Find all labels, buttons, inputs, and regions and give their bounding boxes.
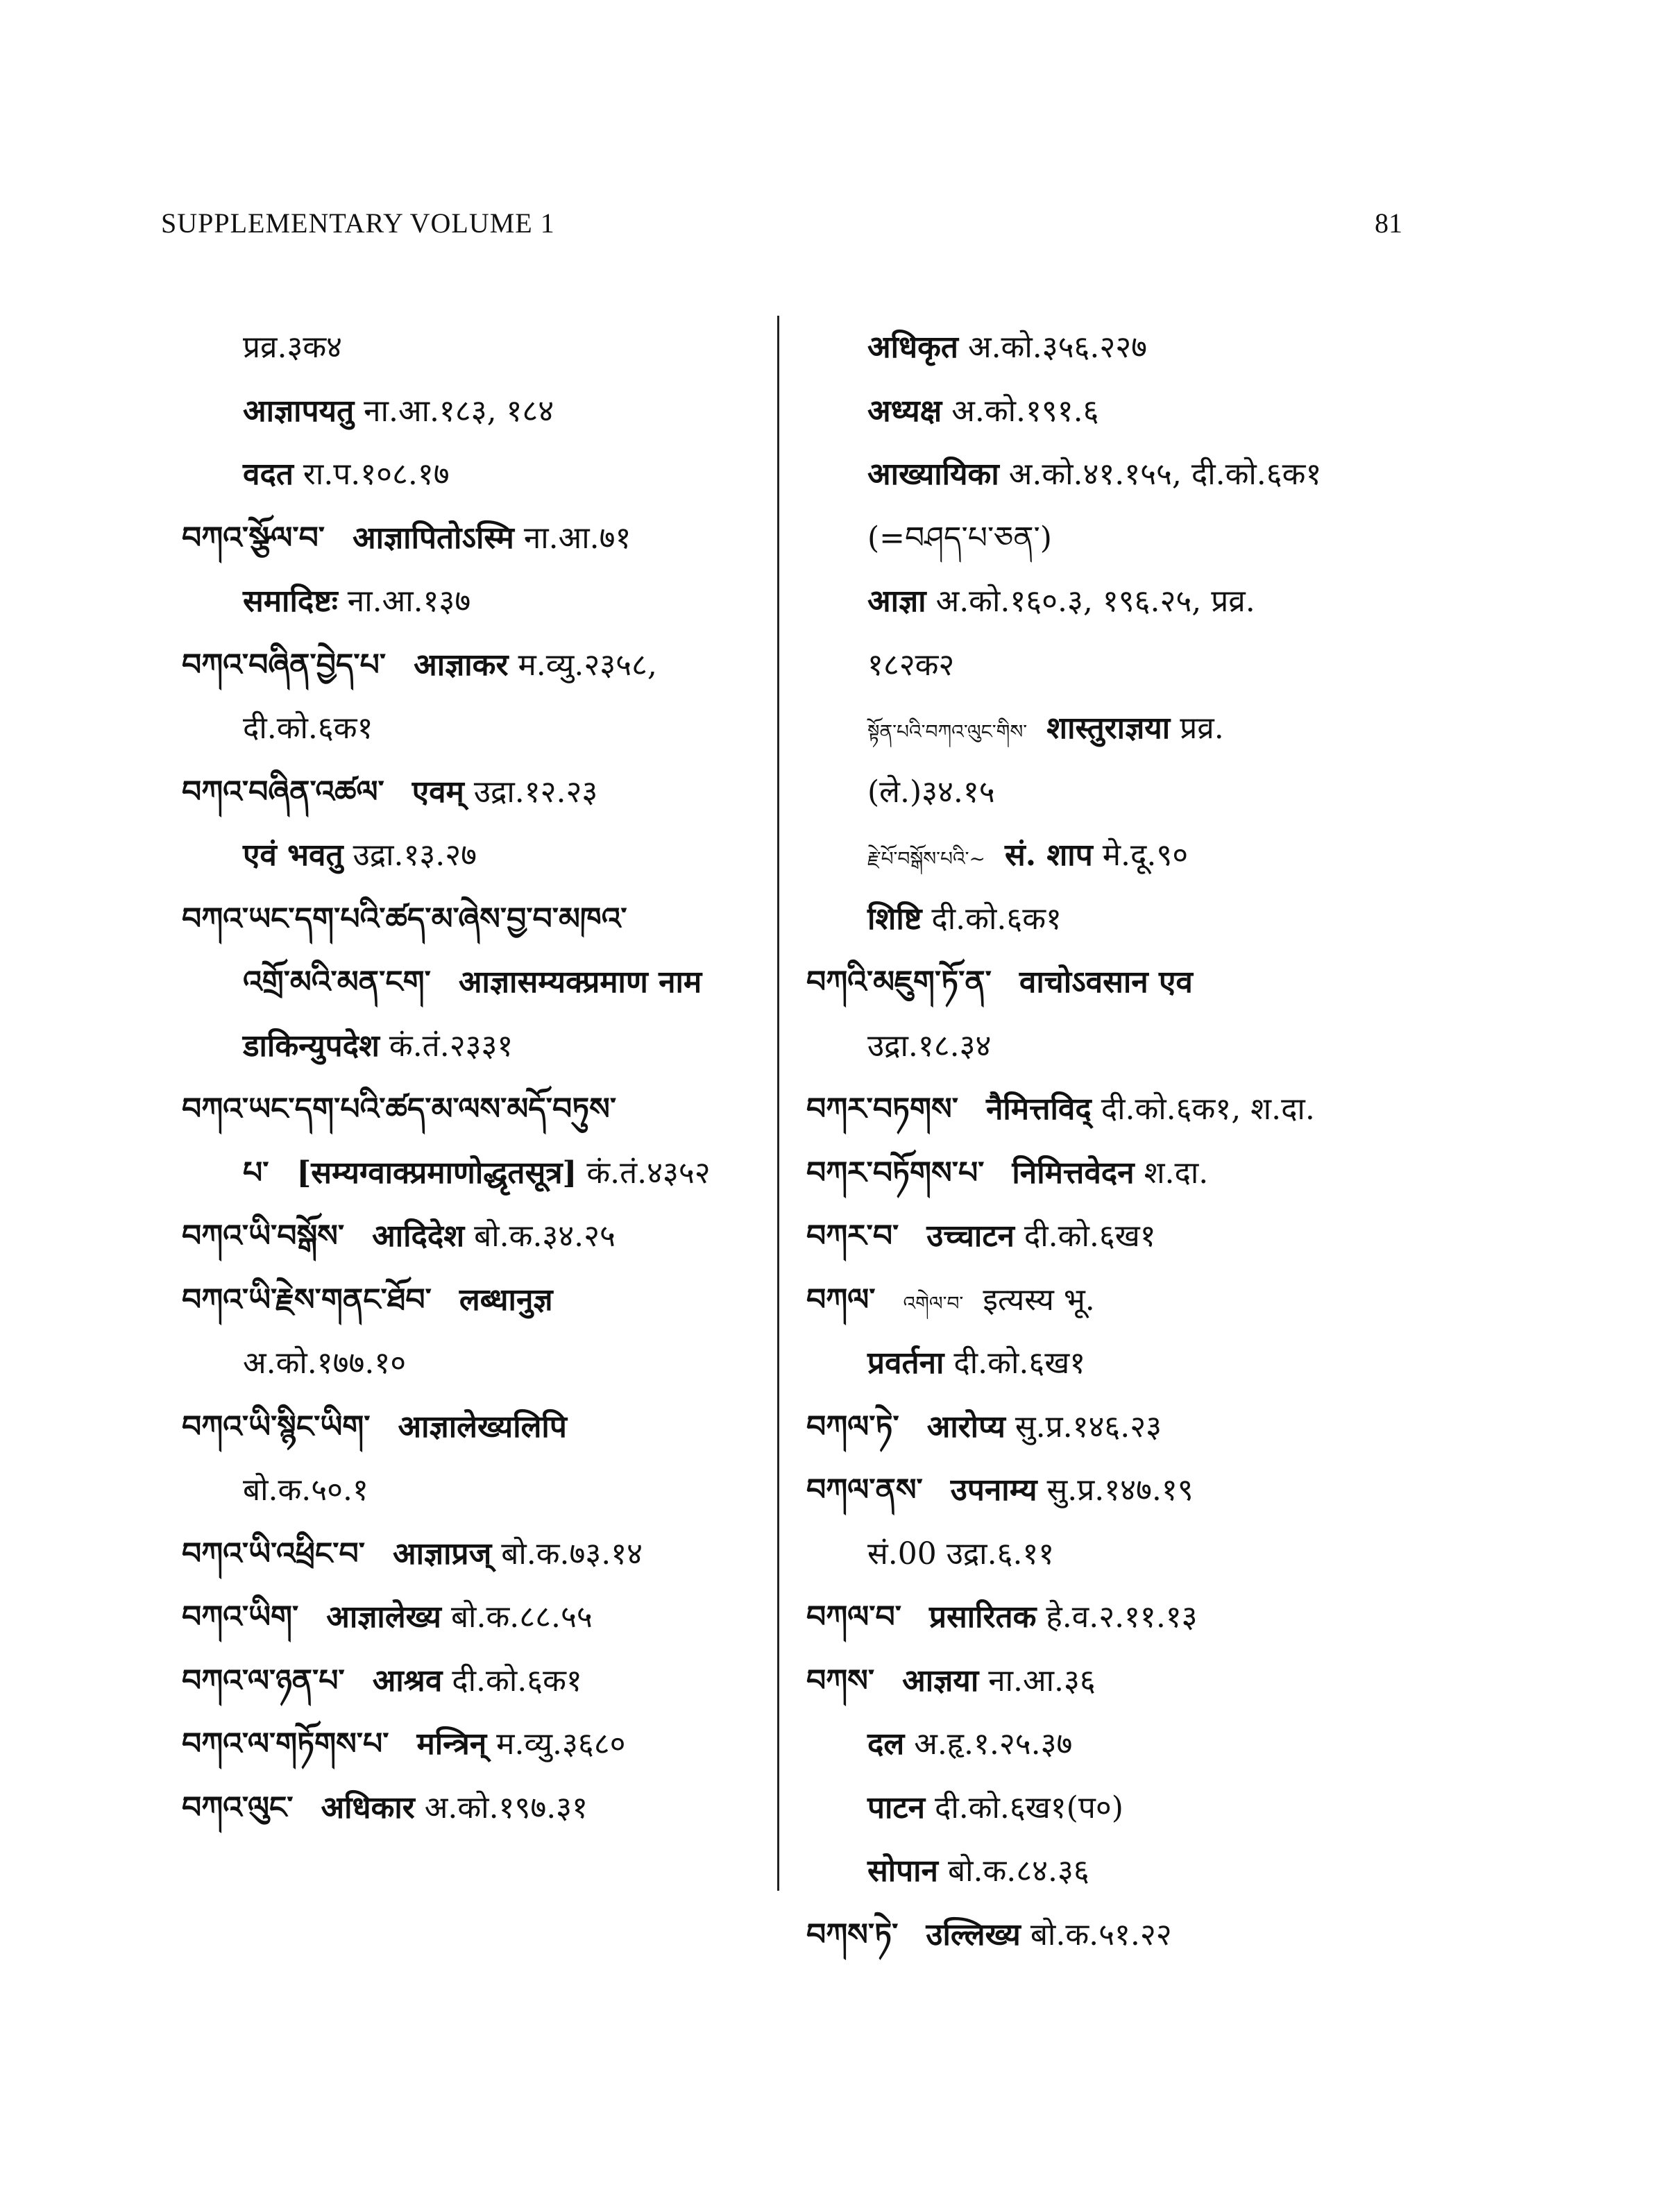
sanskrit-equivalent: आदिदेश [372, 1218, 465, 1254]
sanskrit-equivalent: आख्यायिका [867, 457, 999, 492]
dictionary-line [806, 1205, 1424, 1268]
tibetan-headword: བཀལ་བ་ [806, 1599, 901, 1635]
source-reference: ना.आ.१८३, १८४ [364, 393, 554, 429]
dictionary-line [182, 1458, 786, 1522]
sanskrit-equivalent: आरोप्य [926, 1409, 1006, 1445]
sanskrit-equivalent: एवम् [411, 774, 464, 810]
dictionary-line [182, 1776, 786, 1840]
dictionary-line [182, 887, 786, 951]
tibetan-headword: བཀའ་ཡི་འཕྲིང་བ་ [182, 1535, 365, 1572]
source-reference: दी.को.६क१ [452, 1662, 582, 1699]
sanskrit-equivalent: शिष्टि [867, 901, 922, 937]
dictionary-line [182, 760, 786, 824]
source-reference: कं.तं.४३५२ [586, 1155, 711, 1191]
dictionary-line [806, 1522, 1424, 1586]
dictionary-line [806, 887, 1424, 951]
page-number: 81 [1375, 207, 1402, 239]
tibetan-phrase: འགེལ་བ་ [903, 1291, 964, 1315]
tibetan-headword: བཀས་ཏེ་ [806, 1916, 899, 1952]
sanskrit-equivalent: आज्ञा [867, 584, 926, 619]
dictionary-line [806, 507, 1424, 570]
source-reference: प्रव्र. [1180, 711, 1224, 746]
source-reference: अ.को.४१.१५५, दी.को.६क१ [1008, 457, 1322, 492]
tibetan-phrase: སྟོན་པའི་བཀའ་ལུང་གིས་ [867, 720, 1028, 743]
source-reference: सु.प्र.१४७.१९ [1046, 1472, 1194, 1508]
tibetan-headword: བཀས་ [806, 1662, 875, 1699]
source-reference: ना.आ.१३७ [347, 584, 471, 619]
dictionary-line [806, 697, 1424, 760]
dictionary-line [182, 1712, 786, 1776]
dictionary-line [182, 380, 786, 443]
dictionary-line [806, 1395, 1424, 1459]
dictionary-line [806, 760, 1424, 824]
page-header [161, 207, 1402, 248]
source-reference: ना.आ.७१ [523, 520, 631, 556]
dictionary-line [182, 1585, 786, 1649]
source-reference: दी.को.६ख१(प०) [934, 1789, 1123, 1826]
sanskrit-equivalent: निमित्तवेदन [1012, 1155, 1135, 1191]
source-reference: म.व्यु.२३५८, [518, 647, 657, 683]
sanskrit-equivalent: पाटन [867, 1789, 925, 1826]
dictionary-line [182, 1649, 786, 1713]
source-reference: दी.को.६क१ [931, 901, 1062, 937]
source-reference: ना.आ.३६ [988, 1662, 1096, 1699]
dictionary-line [182, 824, 786, 887]
sanskrit-equivalent: प्रवर्तना [867, 1345, 944, 1381]
tibetan-headword: བཀའ་ཡང་དག་པའི་ཚད་མ་ལས་མདོ་བཏུས་ [182, 1091, 617, 1127]
dictionary-line [806, 1585, 1424, 1649]
sanskrit-equivalent: आज्ञालेख्यलिपि [398, 1409, 567, 1445]
dictionary-line [182, 1522, 786, 1586]
source-reference: सं.00 उद्रा.६.११ [867, 1535, 1055, 1572]
sanskrit-equivalent: [सम्यग्वाक्प्रमाणोद्धृतसूत्र] [296, 1155, 577, 1191]
sanskrit-equivalent: मन्त्रिन् [416, 1726, 487, 1762]
source-reference: उद्रा.१३.२७ [353, 837, 477, 873]
sanskrit-equivalent: अध्यक्ष [867, 393, 942, 429]
tibetan-headword: བཀའི་མཇུག་ཏོ་ན་ [806, 964, 992, 1000]
source-reference: उद्रा.१८.३४ [867, 1028, 992, 1064]
sanskrit-equivalent: सोपान [867, 1853, 938, 1889]
sanskrit-equivalent: आज्ञापयतु [243, 393, 355, 429]
source-reference: बो.क.३४.२५ [474, 1218, 616, 1254]
dictionary-line [182, 316, 786, 380]
source-reference: हे.व.२.११.१३ [1046, 1599, 1198, 1635]
sanskrit-equivalent: प्रसारितक [928, 1599, 1037, 1635]
source-reference: दी.को.६क१, श.दा. [1101, 1091, 1315, 1127]
source-reference: कं.तं.२३३१ [389, 1028, 514, 1064]
source-reference: प्रव्र.३क४ [243, 330, 343, 365]
sanskrit-equivalent: उच्चाटन [926, 1218, 1015, 1254]
sanskrit-equivalent: आज्ञालेख्य [326, 1599, 441, 1635]
sanskrit-equivalent: वाचोऽवसान एव [1019, 964, 1193, 1000]
dictionary-line [806, 443, 1424, 507]
sanskrit-equivalent: उल्लिख्य [926, 1916, 1021, 1952]
tibetan-headword: འགྲོ་མའི་མན་ངག་ [243, 964, 431, 1000]
dictionary-line [182, 1332, 786, 1395]
right-column [806, 316, 1424, 1966]
dictionary-line [182, 951, 786, 1014]
sanskrit-equivalent: शास्तुराज्ञया [1046, 711, 1171, 746]
sanskrit-equivalent: अधिकार [321, 1789, 415, 1826]
source-reference: अ.हृ.१.२५.३७ [914, 1726, 1073, 1762]
tibetan-headword: བཀའ་ལུང་ [182, 1789, 294, 1826]
dictionary-line [182, 507, 786, 570]
sanskrit-equivalent: नैमित्तविद् [985, 1091, 1092, 1127]
dictionary-line [182, 1205, 786, 1268]
sanskrit-equivalent: एवं भवतु [243, 837, 343, 873]
sanskrit-equivalent: आज्ञाकर [414, 647, 509, 683]
dictionary-line [806, 1903, 1424, 1967]
source-reference: मे.दू.९० [1102, 837, 1189, 873]
column-divider [777, 316, 779, 1891]
sanskrit-equivalent: वदत [243, 457, 294, 492]
source-reference: उद्रा.१२.२३ [473, 774, 598, 810]
tibetan-headword: བཀར་བ་ [806, 1218, 899, 1254]
tibetan-headword: བཀལ་ནས་ [806, 1472, 923, 1508]
tibetan-headword: བཀར་བཏོགས་པ་ [806, 1155, 985, 1191]
tibetan-headword: བཀར་བཏགས་ [806, 1091, 958, 1127]
sanskrit-equivalent: उपनाम्य [950, 1472, 1037, 1508]
dictionary-line [182, 443, 786, 507]
source-reference: सु.प्र.१४६.२३ [1015, 1409, 1162, 1445]
dictionary-line [182, 1014, 786, 1078]
dictionary-line [806, 1649, 1424, 1713]
sanskrit-equivalent: आश्रव [372, 1662, 443, 1699]
dictionary-line [806, 316, 1424, 380]
dictionary-line [182, 1141, 786, 1205]
dictionary-line [182, 633, 786, 697]
sanskrit-equivalent: अधिकृत [867, 330, 958, 365]
sanskrit-equivalent: सं. शाप [1005, 837, 1093, 873]
tibetan-headword: པ་ [243, 1155, 269, 1191]
tibetan-headword: བཀའ་ཡི་སྙིང་ཡིག་ [182, 1409, 371, 1445]
tibetan-headword: བཀལ་ཏེ་ [806, 1409, 899, 1445]
dictionary-line [806, 1712, 1424, 1776]
dictionary-line [806, 1776, 1424, 1840]
sanskrit-equivalent: लब्धानुज्ञ [459, 1282, 553, 1318]
dictionary-line [182, 697, 786, 760]
sanskrit-equivalent: समादिष्टः [243, 584, 338, 619]
source-reference: बो.क.८८.५५ [450, 1599, 593, 1635]
source-reference: (ले.)३४.१५ [867, 774, 995, 810]
sanskrit-equivalent: आज्ञया [902, 1662, 979, 1699]
dictionary-line [806, 1078, 1424, 1141]
dictionary-line [806, 570, 1424, 633]
tibetan-headword: བཀའ་སྩོལ་བ་ [182, 520, 325, 556]
dictionary-line [806, 1332, 1424, 1395]
dictionary-line [806, 633, 1424, 697]
dictionary-line [806, 951, 1424, 1014]
dictionary-line [806, 824, 1424, 887]
source-reference: दी.को.६ख१ [1024, 1218, 1156, 1254]
dictionary-line [182, 570, 786, 633]
tibetan-phrase: རྗེ་པོ་བསྒོས་པའི་~ [867, 847, 985, 870]
dictionary-line [182, 1078, 786, 1141]
source-reference: दी.को.६क१ [243, 711, 373, 746]
source-reference: अ.को.१९१.६ [951, 393, 1099, 429]
tibetan-headword: བཀའ་ཡང་དག་པའི་ཚད་མ་ཞེས་བྱ་བ་མཁའ་ [182, 901, 627, 937]
sanskrit-equivalent: डाकिन्युपदेश [243, 1028, 380, 1064]
sanskrit-equivalent: आज्ञाप्रज् [392, 1535, 492, 1572]
source-reference: बो.क.५०.१ [243, 1472, 368, 1508]
dictionary-line [806, 1014, 1424, 1078]
source-reference: श.दा. [1144, 1155, 1209, 1191]
sanskrit-equivalent: आज्ञासम्यक्प्रमाण नाम [458, 964, 702, 1000]
tibetan-headword: བཀའ་བཞིན་བྱེད་པ་ [182, 647, 387, 683]
source-reference: बो.क.७३.१४ [501, 1535, 643, 1572]
left-column [182, 316, 786, 1839]
source-reference: बो.क.८४.३६ [947, 1853, 1089, 1889]
tibetan-headword: བཀའ་བཞིན་འཚལ་ [182, 774, 384, 810]
dictionary-line [182, 1395, 786, 1459]
tibetan-headword: བཀའ་ཡི་རྗེས་གནང་ཐོབ་ [182, 1282, 432, 1318]
source-reference: दी.को.६ख१ [953, 1345, 1086, 1381]
source-reference: इत्यस्य भू. [983, 1282, 1095, 1318]
tibetan-headword: བཀའ་ལ་གཏོགས་པ་ [182, 1726, 389, 1762]
tibetan-headword: བཀའ་ཡི་བསྒོས་ [182, 1218, 345, 1254]
dictionary-line [182, 1268, 786, 1332]
source-reference: अ.को.३५६.२२७ [967, 330, 1147, 365]
source-reference: बो.क.५१.२२ [1030, 1916, 1172, 1952]
tibetan-headword: བཀའ་ལ་ཉན་པ་ [182, 1662, 345, 1699]
dictionary-line [806, 1268, 1424, 1332]
dictionary-line [806, 1839, 1424, 1903]
tibetan-headword: བཀའ་ཡིག་ [182, 1599, 299, 1635]
source-reference: म.व्यु.३६८० [496, 1726, 626, 1762]
dictionary-line [806, 380, 1424, 443]
source-reference: अ.को.१९७.३१ [424, 1789, 588, 1826]
tibetan-headword: བཀལ་ [806, 1282, 876, 1318]
running-head: SUPPLEMENTARY VOLUME 1 [161, 207, 555, 239]
dictionary-line [806, 1458, 1424, 1522]
source-reference: अ.को.१६०.३, १९६.२५, प्रव्र. [935, 584, 1255, 619]
source-reference: (=བཤད་པ་ཅན་) [867, 520, 1052, 556]
source-reference: १८२क२ [867, 647, 955, 683]
dictionary-line [806, 1141, 1424, 1205]
sanskrit-equivalent: आज्ञापितोऽस्मि [353, 520, 514, 556]
sanskrit-equivalent: दल [867, 1726, 905, 1762]
source-reference: अ.को.१७७.१० [243, 1345, 407, 1381]
source-reference: रा.प.१०८.१७ [303, 457, 450, 492]
